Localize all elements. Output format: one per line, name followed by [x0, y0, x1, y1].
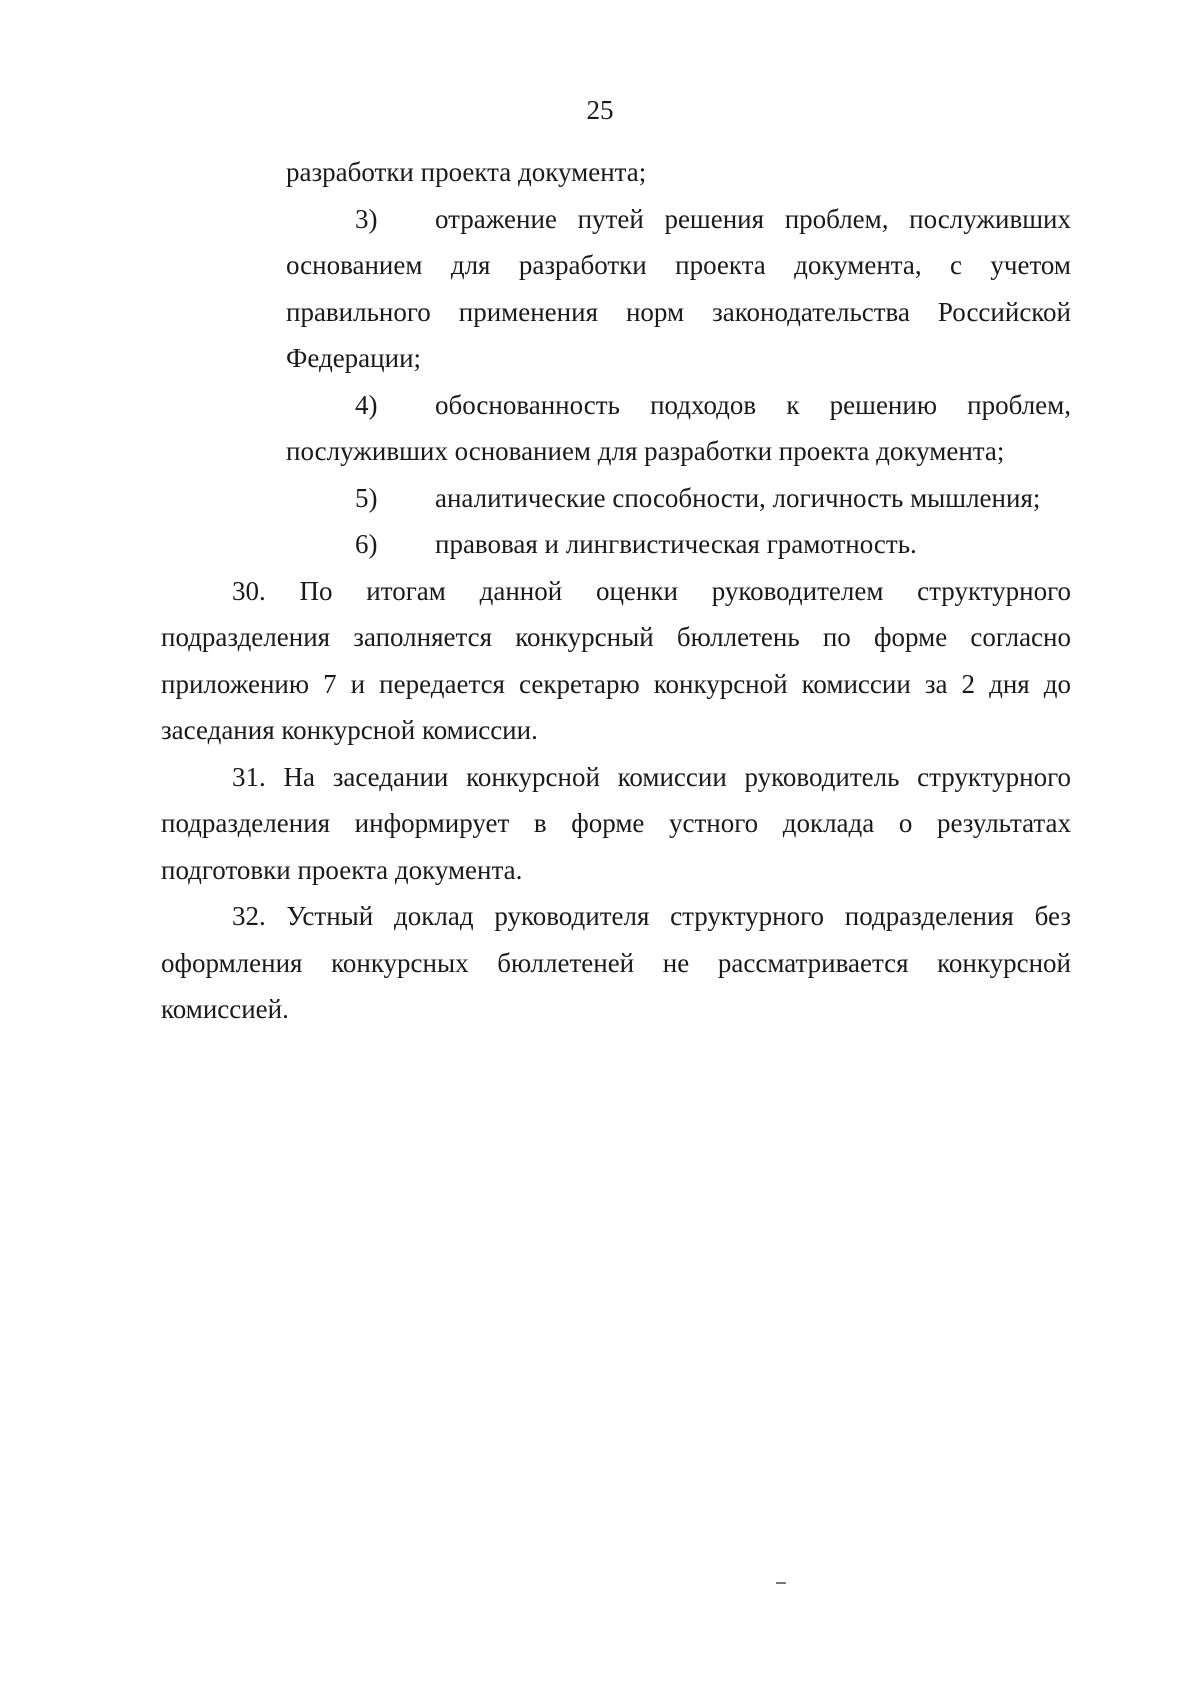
paragraph-32-line: 32. Устный доклад руководителя структурного подразделения без	[232, 901, 1071, 931]
list-item-number: 5)	[355, 482, 378, 513]
list-item-text: обоснованность подходов к решению проблем,	[435, 389, 1071, 420]
text-line: подготовки проекта документа.	[161, 854, 523, 885]
text-line: оформления конкурсных бюллетеней не рассматривается конкурсной	[161, 947, 1071, 978]
text-line: правильного применения норм законодательства Российской	[286, 296, 1071, 327]
text-line: основанием для разработки проекта документа, с учетом	[286, 250, 1071, 280]
text-line: комиссией.	[161, 994, 289, 1024]
list-item-number: 4)	[355, 389, 378, 420]
text-line: заседания конкурсной комиссии.	[161, 715, 538, 745]
text-line: Федерации;	[286, 343, 422, 373]
list-item-text: отражение путей решения проблем, послуживших	[435, 203, 1071, 234]
scan-mark	[776, 1582, 786, 1584]
list-item-3	[161, 196, 1071, 243]
text-line: приложению 7 и передается секретарю конкурсной комиссии за 2 дня до	[161, 668, 1071, 699]
document-body	[161, 149, 1071, 1033]
list-item-6	[161, 521, 1071, 568]
list-item-text: аналитические способности, логичность мышления;	[435, 482, 1041, 513]
item-continuation-line: разработки проекта документа;	[286, 157, 647, 187]
list-item-4	[161, 382, 1071, 429]
list-item-text: правовая и лингвистическая грамотность.	[435, 529, 917, 559]
text-line: послуживших основанием для разработки проекта документа;	[286, 436, 1005, 466]
text-line: подразделения информирует в форме устного доклада о результатах	[161, 808, 1071, 838]
list-item-number: 6)	[355, 529, 378, 559]
list-item-5	[161, 475, 1071, 522]
page-number: 25	[586, 95, 614, 125]
paragraph-30-line: 30. По итогам данной оценки руководителем структурного	[232, 575, 1071, 606]
text-line: подразделения заполняется конкурсный бюллетень по форме согласно	[161, 622, 1071, 652]
list-item-number: 3)	[355, 203, 378, 234]
paragraph-31-line: 31. На заседании конкурсной комиссии руководитель структурного	[232, 761, 1071, 792]
